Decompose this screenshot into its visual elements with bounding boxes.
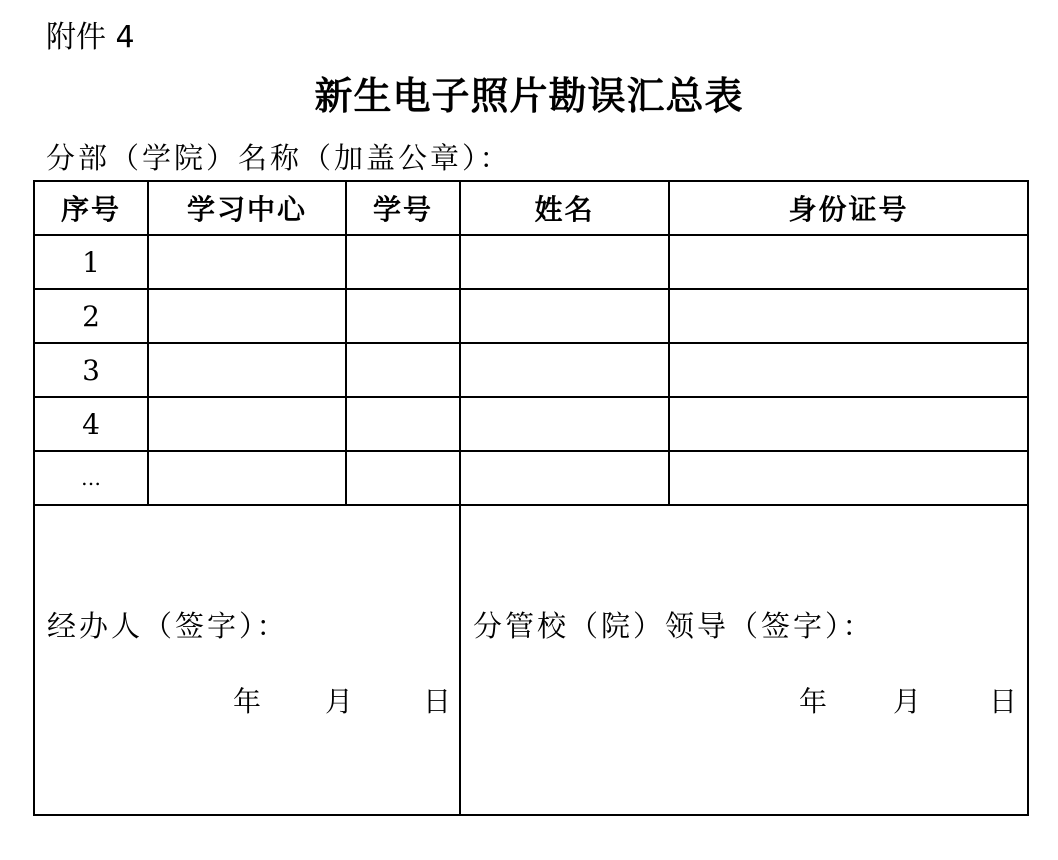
header-student-id: 学号 [346,181,460,235]
id-card-cell [669,289,1028,343]
name-cell [460,451,669,505]
student-id-cell [346,343,460,397]
name-cell [460,235,669,289]
handler-date-day: 日 [423,685,452,718]
department-label: 分部（学院）名称（加盖公章）： [46,141,512,175]
table-row [34,397,1028,451]
student-id-cell [346,397,460,451]
handler-date-year: 年 [233,685,262,718]
attachment-label: 附件 4 [46,20,135,55]
student-id-cell [346,451,460,505]
table-header-row [34,181,1028,235]
study-center-cell [148,235,346,289]
handler-signature-label: 经办人（签字）： [47,609,289,643]
study-center-cell [148,289,346,343]
table-row [34,235,1028,289]
name-cell [460,397,669,451]
correction-table [33,180,1029,816]
study-center-cell [148,343,346,397]
leader-date-year: 年 [799,685,828,718]
table-row [34,451,1028,505]
id-card-cell [669,343,1028,397]
header-name: 姓名 [460,181,669,235]
row-serial-cell: 4 [34,397,148,451]
handler-signature-cell [34,505,460,815]
table-row [34,343,1028,397]
leader-date-day: 日 [989,685,1018,718]
leader-signature-label: 分管校（院）领导（签字）： [473,609,875,643]
header-serial-number: 序号 [34,181,148,235]
study-center-cell [148,397,346,451]
leader-signature-cell [460,505,1028,815]
header-id-card-number: 身份证号 [669,181,1028,235]
row-serial-cell: … [34,451,148,505]
row-serial-cell: 1 [34,235,148,289]
student-id-cell [346,289,460,343]
signature-row [34,505,1028,815]
row-serial-cell: 2 [34,289,148,343]
leader-date-month: 月 [893,685,922,718]
handler-date-month: 月 [325,685,354,718]
student-id-cell [346,235,460,289]
name-cell [460,289,669,343]
table-row [34,289,1028,343]
name-cell [460,343,669,397]
id-card-cell [669,397,1028,451]
document-title: 新生电子照片勘误汇总表 [314,73,744,118]
id-card-cell [669,451,1028,505]
id-card-cell [669,235,1028,289]
study-center-cell [148,451,346,505]
row-serial-cell: 3 [34,343,148,397]
header-study-center: 学习中心 [148,181,346,235]
